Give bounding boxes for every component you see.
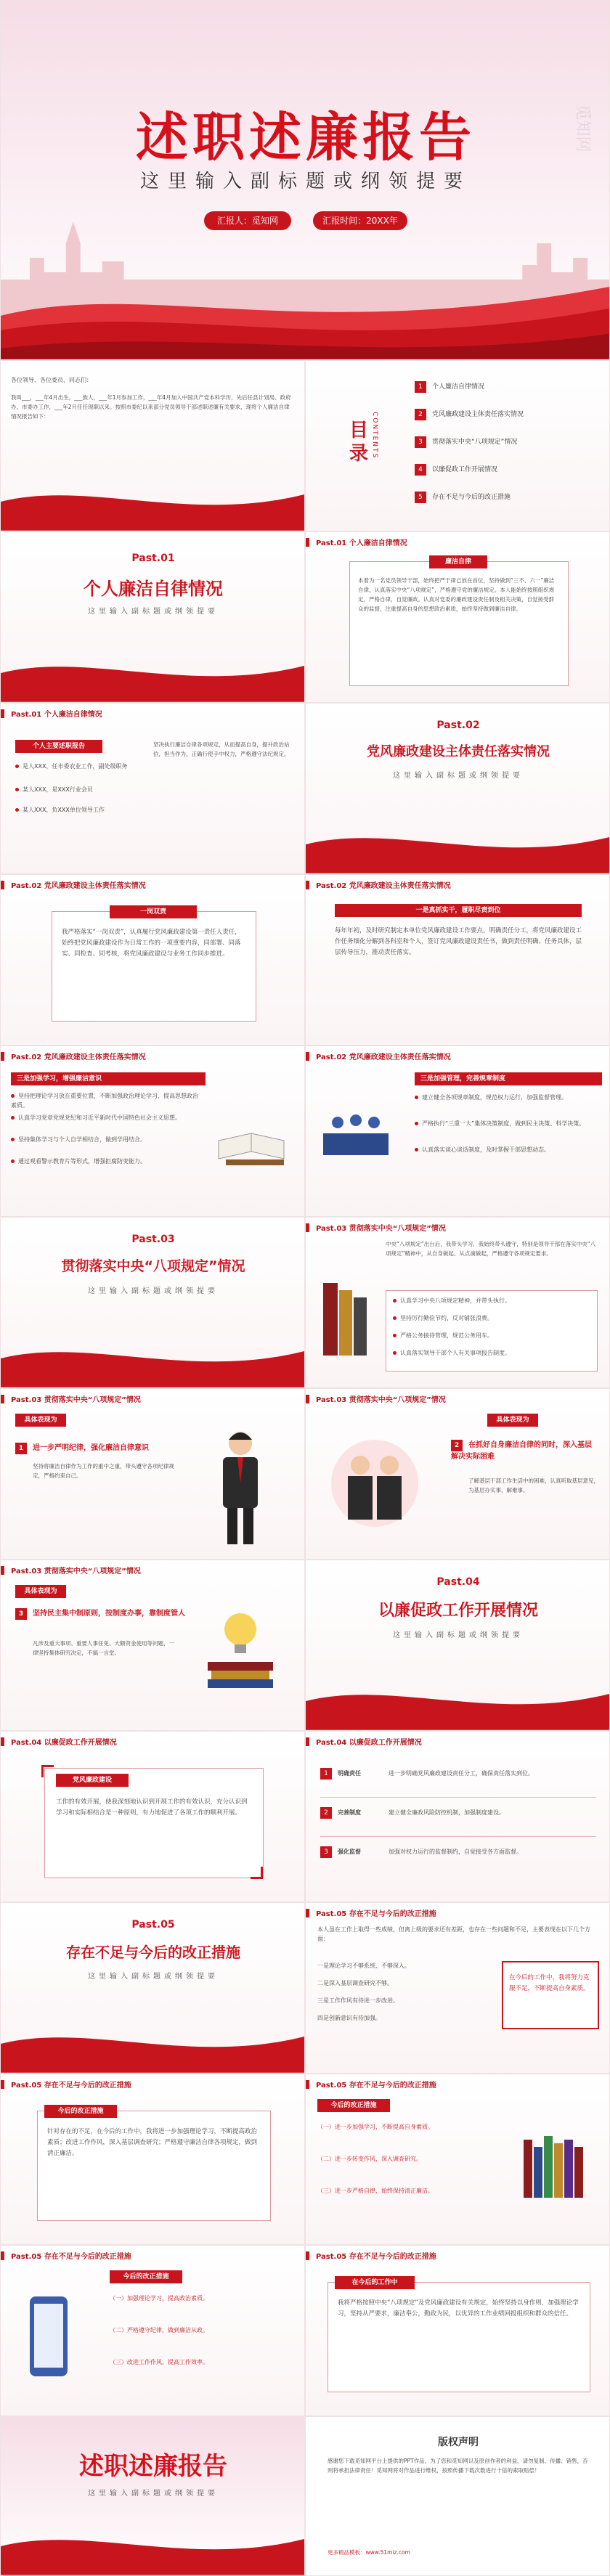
copyright-title: 版权声明 <box>438 2437 479 2448</box>
slide-header <box>306 1732 609 1750</box>
header-text: Past.02 党风廉政建设主体责任落实情况 <box>11 1053 146 1061</box>
copyright-slide <box>305 2416 610 2576</box>
list-item: 认真落实谈心谈话制度，及时掌握干部思想动态。 <box>415 1145 596 1154</box>
red-wave <box>1 2517 304 2575</box>
toc-text: 存在不足与今后的改正措施 <box>432 494 511 501</box>
section-label: 具体表现为 <box>15 1414 66 1427</box>
slide-header <box>306 1389 609 1408</box>
header-text: Past.03 贯彻落实中央“八项规定”情况 <box>11 1396 141 1404</box>
part5-slide <box>0 1902 305 2074</box>
slide-measures <box>305 1731 610 1902</box>
header-text: Past.04 以廉促政工作开展情况 <box>316 1739 422 1747</box>
point-title: 2 在抓好自身廉洁自律的同时，深入基层解决实际困难 <box>451 1441 592 1461</box>
slide-header <box>1 1046 304 1065</box>
bookshelf-illustration <box>516 2125 596 2205</box>
red-wave <box>1 1329 304 1387</box>
copyright-link[interactable]: 更多精品模板：www.51miz.com <box>328 2549 410 2556</box>
list-item: 坚持集体学习与个人自学相结合，做到学用结合。 <box>11 1135 200 1144</box>
part-number: Past.03 <box>131 1234 175 1245</box>
list-item: 严格公务接待管理，规范公务用车。 <box>393 1331 589 1340</box>
greeting-text: 各位领导、各位委员、同志们： <box>11 377 92 383</box>
list-item: 某人XXX，是XXX行业会员 <box>15 785 131 794</box>
slide-future-work <box>305 2245 610 2416</box>
slide-dual-duty <box>0 874 305 1046</box>
list-item: 是人XXX，任市委农业工作，副处级职务 <box>15 762 131 771</box>
slide-improvement-1 <box>0 2074 305 2245</box>
header-text: Past.01 个人廉洁自律情况 <box>316 539 407 547</box>
part-subtitle: 这里输入副标题或纲领提要 <box>88 1287 219 1295</box>
part2-slide <box>305 703 610 874</box>
point-number: 1 <box>15 1443 27 1454</box>
copyright-text: 感谢您下载觅知网平台上提供的PPT作品，为了您和觅知网以及原创作者的利益，请勿复制、传播、销售，否则将承担法律责任！觅知网将对作品进行维权，按照传播下载次数进行十倍的索取赔偿！ <box>328 2458 588 2474</box>
toc-text: 以廉促政工作开展情况 <box>432 466 498 473</box>
section-text: 本着为一名党员领导干部，始终把严于律己放在首位，坚持做到“三不、六一”廉洁自律，认真落实中央“八项规定”，严格遵守党的廉洁规定。本人能始终按照组织规定，严格自律，自觉廉政。认真对党委的廉政建设责任制及相关决策，自觉接受群众的监督，注重提高自身的思想政治素质，始终坚持做到廉洁自律。 <box>358 577 555 612</box>
slide-improvement-2 <box>305 2074 610 2245</box>
corner-decoration <box>251 1867 263 1879</box>
slide-personal-report <box>0 703 305 874</box>
cover-skyline-wave <box>1 192 609 359</box>
intro-body: 我叫___，___年4月出生，___族人，___年1月参加工作，___年4月加入中国共产党本科学历，先后任县计划局、政府办、市委办工作，___年2月任任现职以来。按照市委纪以来部分党员领导干部述职述廉有关要求，现将个人廉洁自律情况报告如下： <box>11 394 291 420</box>
list-item: 建立健全各项规章制度，规范权力运行，加强监督管理。 <box>415 1093 596 1102</box>
section-text: 了解基层干部工作生活中的困难，认真听取基层意见，为基层办实事、解难事。 <box>468 1477 599 1493</box>
toc-text: 党风廉政建设主体责任落实情况 <box>432 411 524 418</box>
part-subtitle: 这里输入副标题或纲领提要 <box>393 772 524 780</box>
list-item: 二是深入基层调查研究不够。 <box>317 1980 393 1986</box>
slide-hard-work <box>305 874 610 1046</box>
toc-item-3[interactable] <box>415 436 517 448</box>
header-text: Past.05 存在不足与今后的改正措施 <box>11 2082 131 2090</box>
measure-item: 3 强化监督 加强对权力运行的监督制约，自觉接受各方面监督。 <box>320 1846 596 1858</box>
slide-self-discipline <box>305 531 610 703</box>
section-label: 党风廉政建设 <box>56 1774 129 1787</box>
point-title: 3 坚持民主集中制原则，按制度办事，靠制度管人 <box>15 1608 190 1620</box>
books-illustration <box>316 1276 374 1363</box>
section-label: 具体表现为 <box>15 1585 66 1598</box>
part-title: 党风廉政建设主体责任落实情况 <box>367 744 550 759</box>
section-label: 在今后的工作中 <box>335 2276 415 2289</box>
toc-item-4[interactable] <box>415 464 497 476</box>
toc-num: 3 <box>415 436 426 448</box>
measure-item: 1 明确责任 进一步明确党风廉政建设责任分工，确保责任落实到位。 <box>320 1768 596 1780</box>
reporter-badge: 汇报人：觅知网 <box>204 211 291 230</box>
list-item: （三）改进工作作风，提高工作效率。 <box>110 2359 208 2365</box>
part-number: Past.05 <box>131 1919 175 1931</box>
header-text: Past.03 贯彻落实中央“八项规定”情况 <box>11 1568 141 1576</box>
list-item: 某人XXX，负XXX单位领导工作 <box>15 805 131 815</box>
section-text: 工作的有效开展，使我深刻地认识到开展工作的有效认识，充分认识到学习和实际相结合是一种原则，有力地促进了各项工作的顺利开展。 <box>56 1798 248 1817</box>
point-number: 2 <box>451 1440 463 1451</box>
toc-text: 贯彻落实中央“八项规定”情况 <box>432 439 518 446</box>
header-text: Past.05 存在不足与今后的改正措施 <box>316 2253 436 2261</box>
toc-num: 1 <box>415 381 426 393</box>
end-subtitle: 这里输入副标题或纲领提要 <box>88 2490 219 2498</box>
list-item: 三是工作作风有待进一步改进。 <box>317 1997 399 2004</box>
toc-contents: CONTENTS <box>371 412 378 460</box>
slide-study <box>0 1046 305 1217</box>
slide-header <box>1 1389 304 1408</box>
corner-decoration <box>41 1765 54 1777</box>
slide-discipline <box>0 1388 305 1560</box>
measure-item: 2 完善制度 建立健全廉政风险防控机制，加强制度建设。 <box>320 1807 596 1819</box>
divider <box>320 1797 596 1798</box>
highlight-box <box>502 1961 599 2029</box>
intro-text: 本人虽在工作上取得一些成绩，但离上级的要求还有差距，也存在一些问题和不足，主要表现在以下几个方面： <box>317 1926 590 1942</box>
section-label: 今后的改正措施 <box>44 2105 117 2118</box>
part-number: Past.04 <box>436 1576 480 1588</box>
list-item: 一是理论学习不够系统、不够深入。 <box>317 1962 410 1969</box>
list-item: 坚持把理论学习放在重要位置，不断加强政治理论学习，提高思想政治素质。 <box>11 1093 198 1109</box>
toc-item-2[interactable] <box>415 409 524 420</box>
toc-label: 目录 <box>349 420 369 465</box>
part4-slide <box>305 1560 610 1731</box>
section-label: 三是加强管理，完善规章制度 <box>415 1072 602 1085</box>
slide-governance <box>0 1731 305 1902</box>
list-item: 认真学习中央八项规定精神，并带头执行。 <box>393 1296 589 1305</box>
slide-grassroots <box>305 1388 610 1560</box>
section-text: 每年年初，及时研究制定本单位党风廉政建设工作要点，明确责任分工，将党风廉政建设工作任务细化分解到各科室和个人，签订党风廉政建设责任书，做到责任明确、任务具体，层层传导压力，推动责任落实。 <box>335 927 582 956</box>
section-label: 一是真抓实干，履职尽责到位 <box>335 904 582 917</box>
slide-header <box>1 1560 304 1579</box>
part-number: Past.01 <box>131 553 175 564</box>
header-text: Past.04 以廉促政工作开展情况 <box>11 1739 117 1747</box>
part3-slide <box>0 1217 305 1388</box>
header-text: Past.02 党风廉政建设主体责任落实情况 <box>316 882 451 890</box>
list-item: 通过观看警示教育片等形式，增强拒腐防变能力。 <box>11 1157 200 1166</box>
part-title: 以廉促政工作开展情况 <box>378 1602 538 1620</box>
slide-header <box>306 2246 609 2265</box>
list-item: 坚持厉行勤俭节约，反对铺张浪费。 <box>393 1313 589 1323</box>
section-text: 坚决执行廉洁自律各项规定，从而提高自身，提升政治站位，担当作为。正确行使手中权力，严格遵守法纪规定。 <box>153 741 290 757</box>
slide-header <box>1 2246 304 2265</box>
official-figure <box>204 1425 277 1549</box>
toc-num: 2 <box>415 409 426 420</box>
header-text: Past.03 贯彻落实中央“八项规定”情况 <box>316 1225 446 1233</box>
highlight-text: 在今后的工作中，我将努力克服不足，不断提高自身素质。 <box>509 1974 590 1992</box>
lightbulb-books-illustration <box>197 1604 284 1698</box>
red-wave <box>1 644 304 702</box>
date-badge: 汇报时间：20XX年 <box>313 211 407 230</box>
header-text: Past.05 存在不足与今后的改正措施 <box>316 1910 436 1918</box>
list-item: 认真学习党章党规党纪和习近平新时代中国特色社会主义思想。 <box>11 1113 200 1122</box>
header-text: Past.02 党风廉政建设主体责任落实情况 <box>316 1053 451 1061</box>
point-title: 1 进一步严明纪律，强化廉洁自律意识 <box>15 1441 182 1454</box>
slide-eight-rules <box>305 1217 610 1388</box>
meeting-illustration <box>316 1090 396 1170</box>
section-text: 中央“八项规定”出台后，我带头学习，我始终带头遵守，特别是领导干部在落实中央“八项规定”精神中，从自身做起、从点滴做起，严格遵守各项规定要求。 <box>386 1241 596 1257</box>
slide-header <box>306 1903 609 1922</box>
section-label: 今后的改正措施 <box>110 2270 182 2283</box>
part-subtitle: 这里输入副标题或纲领提要 <box>88 608 219 616</box>
list-item: （二）严格遵守纪律，做到廉洁从政。 <box>110 2327 208 2334</box>
slide-header <box>306 875 609 894</box>
slide-header <box>306 2074 609 2093</box>
header-text: Past.03 贯彻落实中央“八项规定”情况 <box>316 1396 446 1404</box>
phone-illustration <box>15 2289 81 2391</box>
red-wave <box>1 473 304 531</box>
list-item: 严格执行“三重一大”集体决策制度，做到民主决策、科学决策。 <box>415 1119 596 1128</box>
part-subtitle: 这里输入副标题或纲领提要 <box>88 1973 219 1981</box>
point-number: 3 <box>15 1608 27 1620</box>
toc-item-1[interactable] <box>415 381 484 393</box>
list-item: （一）进一步加强学习，不断提高自身素质。 <box>317 2124 434 2130</box>
toc-slide <box>305 360 610 531</box>
header-text: Past.05 存在不足与今后的改正措施 <box>316 2082 436 2090</box>
list-item: （三）进一步严格自律，始终保持清正廉洁。 <box>317 2188 434 2194</box>
open-book-illustration <box>211 1104 291 1170</box>
toc-num: 4 <box>415 464 426 476</box>
header-text: Past.05 存在不足与今后的改正措施 <box>11 2253 131 2261</box>
cover-title: 述职述廉报告 <box>135 107 476 168</box>
slide-management <box>305 1046 610 1217</box>
list-item: 认真落实领导干部个人有关事项报告制度。 <box>393 1348 589 1358</box>
slide-header <box>306 532 609 551</box>
slide-header <box>306 1046 609 1065</box>
section-label: 廉洁自律 <box>429 555 487 568</box>
two-officials-illustration <box>320 1425 429 1549</box>
slide-header <box>1 875 304 894</box>
cover-slide <box>0 0 610 360</box>
slide-header <box>1 1732 304 1750</box>
section-text: 我严格落实“一岗双责”，认真履行党风廉政建设第一责任人责任，始终把党风廉政建设作为日常工作的一项重要内容，同部署、同落实、同检查、同考核，将党风廉政建设与业务工作同步推进。 <box>62 929 241 958</box>
section-text: 凡涉及重大事项、重要人事任免、大额资金使用等问题，一律坚持集体研究决定，不搞一言堂。 <box>33 1640 174 1656</box>
header-text: Past.02 党风廉政建设主体责任落实情况 <box>11 882 146 890</box>
slide-shortcomings <box>305 1902 610 2074</box>
section-label: 个人主要述职报告 <box>15 740 102 753</box>
section-label: 今后的改正措施 <box>317 2099 390 2112</box>
watermark-text: 觅知网 <box>573 104 592 152</box>
toc-item-5[interactable] <box>415 492 511 503</box>
part-title: 存在不足与今后的改正措施 <box>66 1944 240 1961</box>
section-text: 坚持将廉洁自律作为工作的重中之重，带头遵守各项纪律规定，严格约束自己。 <box>33 1463 174 1479</box>
slide-improvement-3 <box>0 2245 305 2416</box>
slide-header <box>306 1218 609 1236</box>
list-item: （二）进一步转变作风，深入调查研究。 <box>317 2156 422 2162</box>
part-subtitle: 这里输入副标题或纲领提要 <box>393 1631 524 1639</box>
section-label: 具体表现为 <box>487 1414 538 1427</box>
toc-text: 个人廉洁自律情况 <box>432 383 485 391</box>
slide-header <box>1 704 304 722</box>
cover-subtitle: 这里输入副标题或纲领提要 <box>139 171 471 192</box>
end-slide <box>0 2416 305 2576</box>
intro-slide <box>0 360 305 531</box>
part-title: 个人廉洁自律情况 <box>84 579 223 599</box>
header-text: Past.01 个人廉洁自律情况 <box>11 711 102 719</box>
list-item: 四是创新意识有待加强。 <box>317 2015 381 2021</box>
part-title: 贯彻落实中央“八项规定”情况 <box>61 1258 245 1274</box>
part1-slide <box>0 531 305 703</box>
divider <box>320 1836 596 1837</box>
section-label: 一岗双责 <box>110 905 197 918</box>
red-wave <box>306 1672 609 1730</box>
list-item: （一）加强理论学习，提高政治素质。 <box>110 2295 208 2302</box>
red-wave <box>306 815 609 873</box>
section-label: 三是加强学习，增强廉洁意识 <box>11 1072 206 1085</box>
end-title: 述职述廉报告 <box>79 2452 227 2481</box>
part-number: Past.02 <box>436 720 480 731</box>
slide-democracy <box>0 1560 305 1731</box>
slide-header <box>1 2074 304 2093</box>
red-wave <box>1 2015 304 2073</box>
toc-num: 5 <box>415 492 426 503</box>
section-text: 针对存在的不足，在今后的工作中，我将进一步加强理论学习，不断提高政治素质；改进工作作风，深入基层调查研究；严格遵守廉洁自律各项规定，做到清正廉洁。 <box>47 2128 258 2157</box>
section-text: 我将严格按照中央“八项规定”及党风廉政建设有关规定，始终坚持以身作则，加强理论学习，坚持从严要求，廉洁奉公，勤政为民，以优异的工作业绩回报组织和群众的信任。 <box>338 2299 579 2318</box>
